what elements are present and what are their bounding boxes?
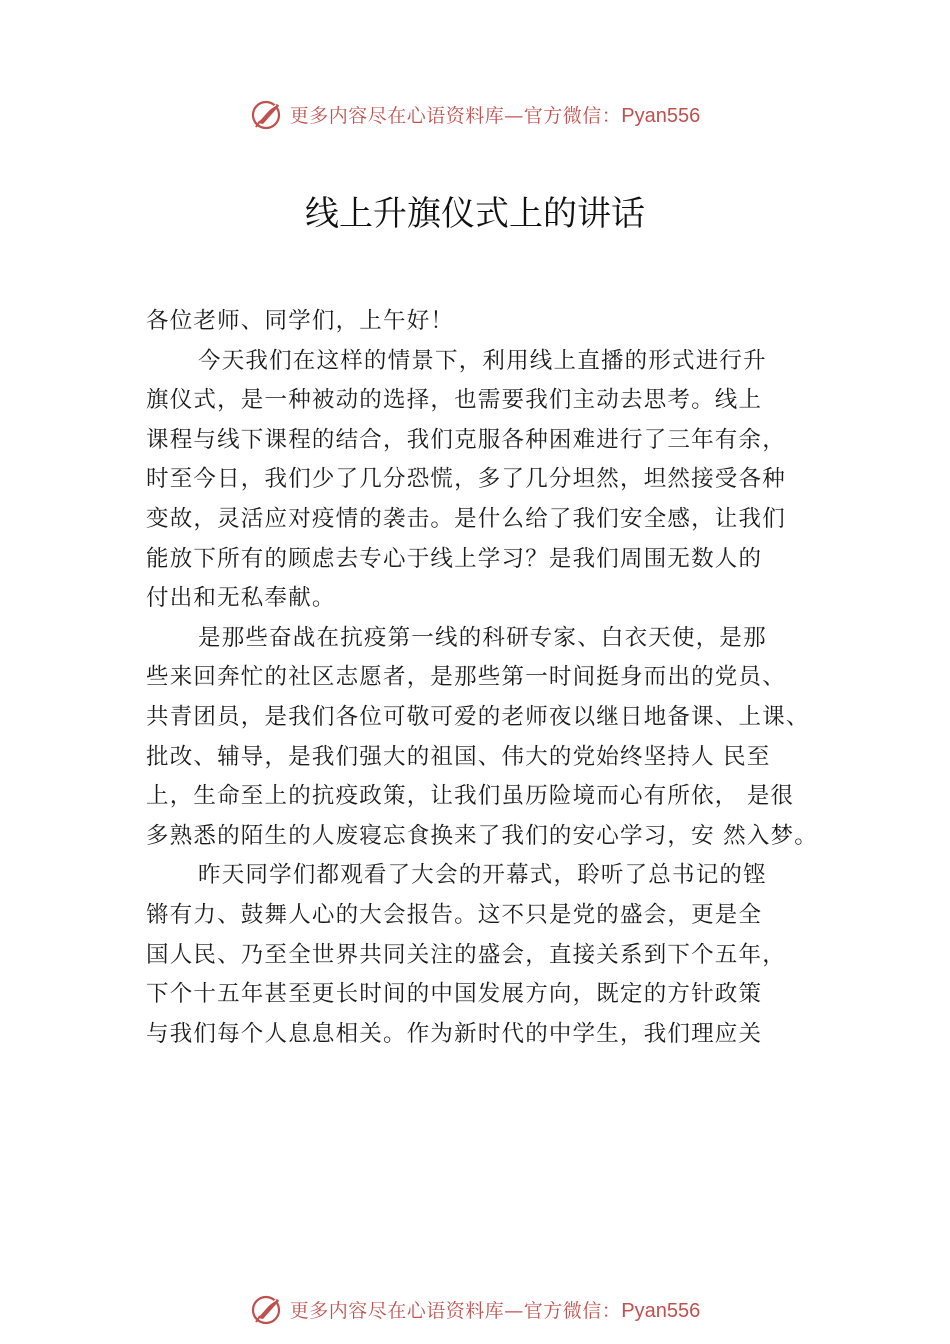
paragraph-line: 多熟悉的陌生的人废寝忘食换来了我们的安心学习，安 然入梦。 <box>146 822 818 849</box>
paragraph-line: 与我们每个人息息相关。作为新时代的中学生，我们理应关 <box>146 1020 763 1047</box>
paragraph-1 <box>146 342 846 619</box>
quill-logo-icon <box>250 97 284 131</box>
paragraph-line: 付出和无私奉献。 <box>146 585 336 612</box>
header-banner <box>0 94 950 134</box>
paragraph-line: 上，生命至上的抗疫政策，让我们虽历险境而心有所依， 是很 <box>146 783 795 810</box>
banner-handle: Pyan556 <box>621 104 701 127</box>
banner-text <box>290 1296 700 1323</box>
paragraph-line: 是那些奋战在抗疫第一线的科研专家、白衣天使，是那 <box>198 624 767 651</box>
greeting <box>146 302 846 342</box>
paragraph-line: 课程与线下课程的结合，我们克服各种困难进行了三年有余， <box>146 426 786 453</box>
document-title: 线上升旗仪式上的讲话 <box>305 194 645 234</box>
paragraph-3 <box>146 856 846 1054</box>
footer-banner <box>0 1289 950 1329</box>
banner-text <box>290 101 700 128</box>
paragraph-line: 昨天同学们都观看了大会的开幕式，聆听了总书记的铿 <box>198 862 767 889</box>
paragraph-line: 共青团员，是我们各位可敬可爱的老师夜以继日地备课、上课、 <box>146 703 810 730</box>
document-body <box>146 302 846 1054</box>
paragraph-line: 能放下所有的顾虑去专心于线上学习？是我们周围无数人的 <box>146 545 763 572</box>
banner-caption: 更多内容尽在心语资料库—官方微信： <box>289 1299 622 1322</box>
paragraph-line: 变故，灵活应对疫情的袭击。是什么给了我们安全感，让我们 <box>146 505 786 532</box>
paragraph-line: 今天我们在这样的情景下，利用线上直播的形式进行升 <box>198 347 767 374</box>
paragraph-line: 国人民、乃至全世界共同关注的盛会，直接关系到下个五年， <box>146 941 786 968</box>
paragraph-line: 锵有力、鼓舞人心的大会报告。这不只是党的盛会，更是全 <box>146 901 763 928</box>
paragraph-line: 下个十五年甚至更长时间的中国发展方向，既定的方针政策 <box>146 981 763 1008</box>
banner-caption: 更多内容尽在心语资料库—官方微信： <box>289 104 622 127</box>
paragraph-2 <box>146 619 846 857</box>
paragraph-line: 旗仪式，是一种被动的选择，也需要我们主动去思考。线上 <box>146 387 763 414</box>
paragraph-line: 批改、辅导，是我们强大的祖国、伟大的党始终坚持人 民至 <box>146 743 771 770</box>
paragraph-line: 些来回奔忙的社区志愿者，是那些第一时间挺身而出的党员、 <box>146 664 786 691</box>
greeting-line: 各位老师、同学们，上午好！ <box>146 308 455 334</box>
paragraph-line: 时至今日，我们少了几分恐慌，多了几分坦然，坦然接受各种 <box>146 466 786 493</box>
quill-logo-icon <box>250 1292 284 1326</box>
banner-handle: Pyan556 <box>621 1299 701 1322</box>
